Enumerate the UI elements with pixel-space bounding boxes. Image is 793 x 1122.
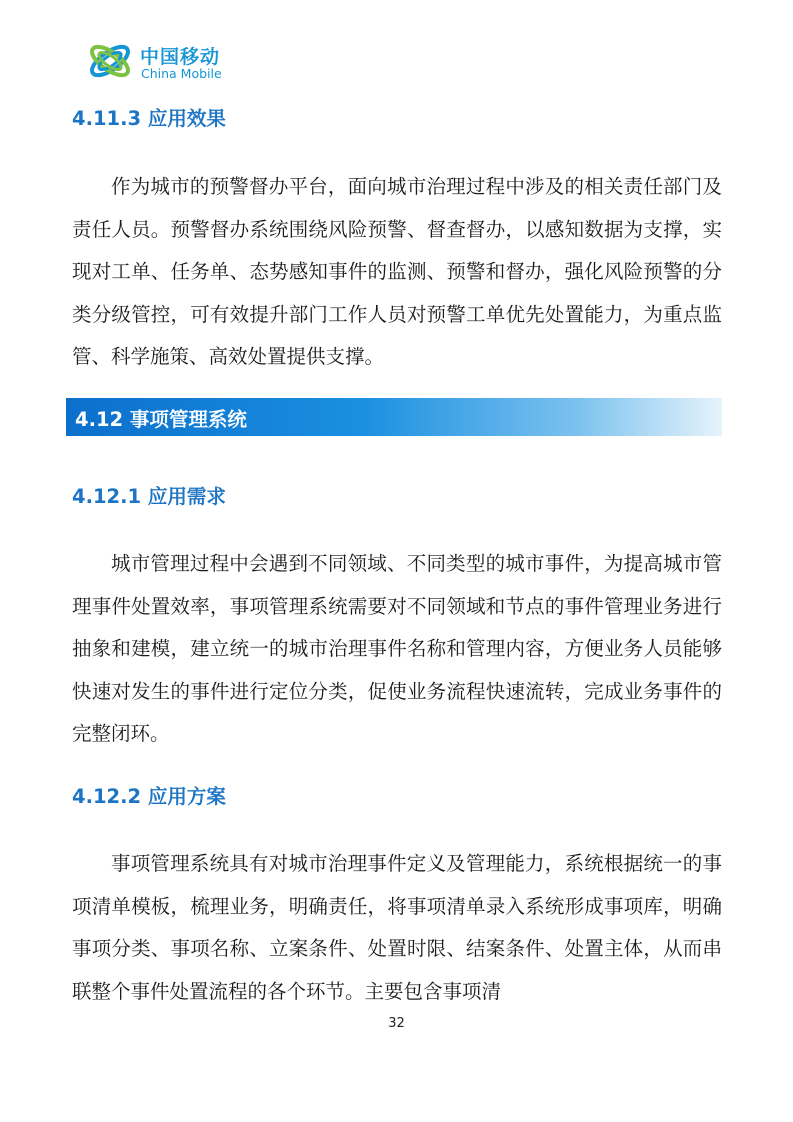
logo-english-text: China Mobile xyxy=(141,66,222,81)
paragraph-application-requirement: 城市管理过程中会遇到不同领域、不同类型的城市事件，为提高城市管理事件处置效率，事项管理系统需要对不同领域和节点的事件管理业务进行抽象和建模，建立统一的城市治理事件名称和管理内容，方便业务人员能够快速对发生的事件进行定位分类，促使业务流程快速流转，完成业务事件的完整闭环。 xyxy=(72,552,722,745)
section-heading-4-12-2: 4.12.2 应用方案 xyxy=(72,785,226,808)
china-mobile-logo xyxy=(86,38,246,86)
page-number: 32 xyxy=(388,1016,405,1031)
section-heading-4-11-3: 4.11.3 应用效果 xyxy=(72,107,226,130)
section-heading-4-12: 4.12 事项管理系统 xyxy=(75,408,247,431)
logo-chinese-text: 中国移动 xyxy=(140,46,221,68)
paragraph-application-scheme: 事项管理系统具有对城市治理事件定义及管理能力，系统根据统一的事项清单模板，梳理业务，明确责任，将事项清单录入系统形成事项库，明确事项分类、事项名称、立案条件、处置时限、结案条件、处置主体，从而串联整个事件处置流程的各个环节。主要包含事项清 xyxy=(72,852,722,1003)
china-mobile-logo-icon xyxy=(86,38,134,84)
paragraph-application-effect: 作为城市的预警督办平台，面向城市治理过程中涉及的相关责任部门及责任人员。预警督办系统围绕风险预警、督查督办，以感知数据为支撑，实现对工单、任务单、态势感知事件的监测、预警和督办，强化风险预警的分类分级管控，可有效提升部门工作人员对预警工单优先处置能力，为重点监管、科学施策、高效处置提供支撑。 xyxy=(72,175,722,368)
section-heading-4-12-1: 4.12.1 应用需求 xyxy=(72,485,226,508)
section-heading-bar-4-12 xyxy=(66,398,722,436)
